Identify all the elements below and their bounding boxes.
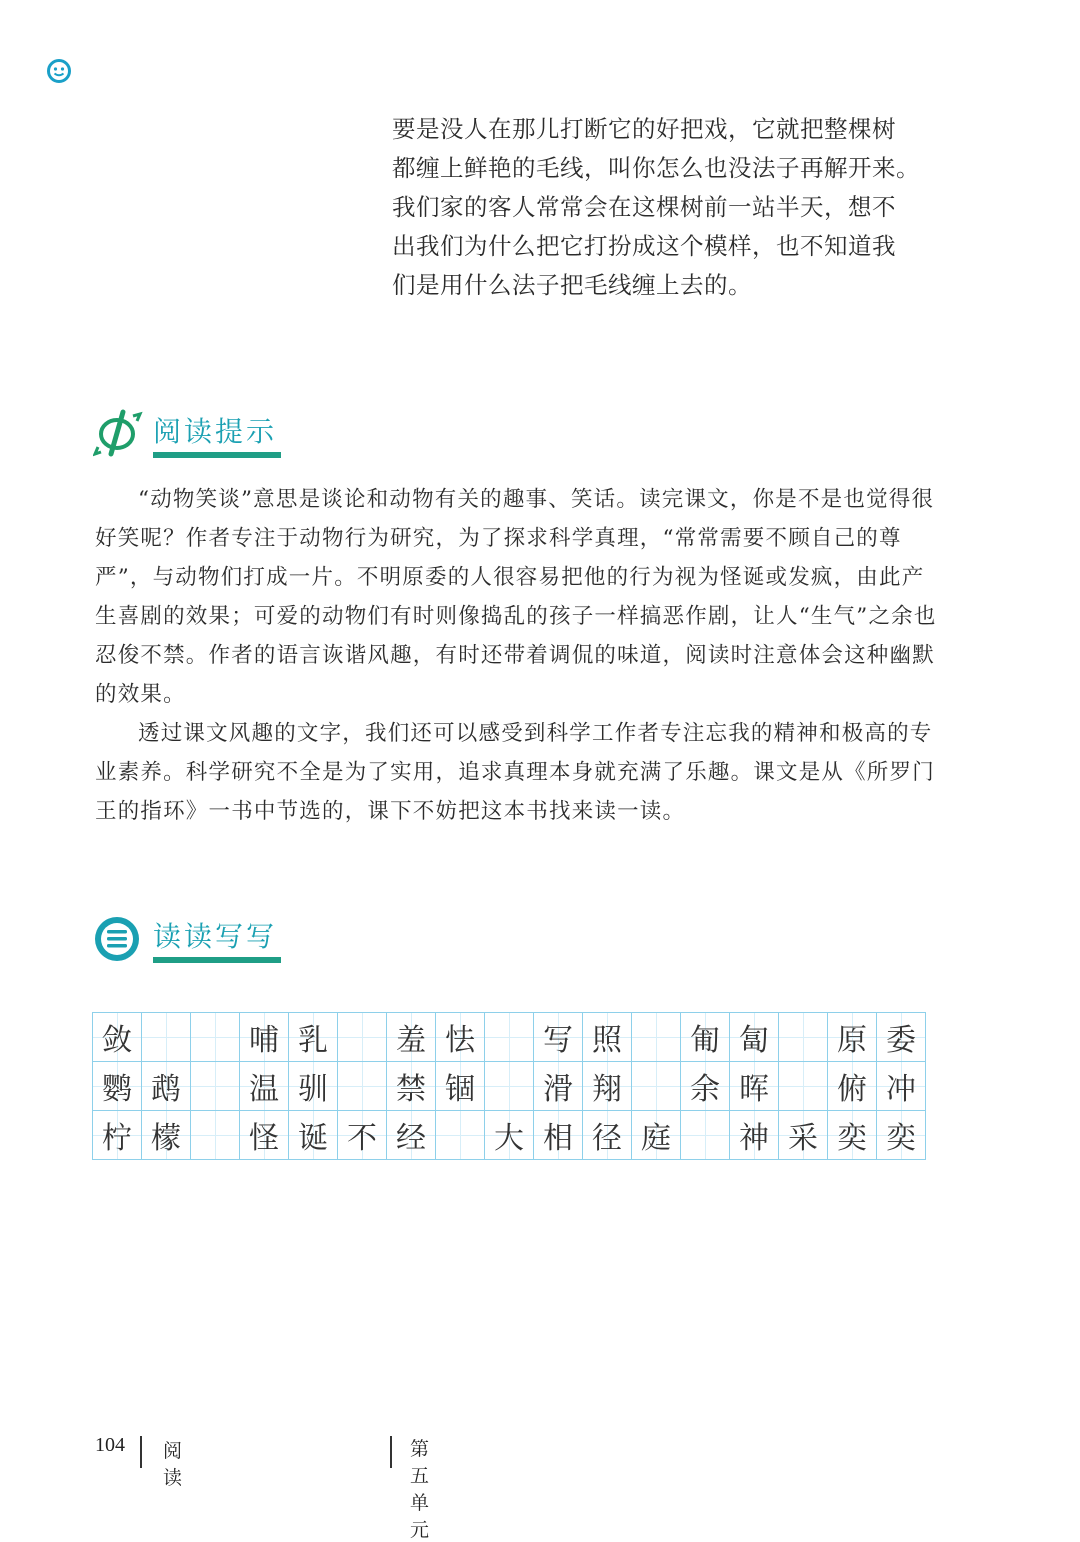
- story-line: 要是没人在那儿打断它的好把戏，它就把整棵树: [392, 115, 896, 143]
- footer-divider: [140, 1436, 142, 1468]
- grid-cell: [191, 1111, 240, 1160]
- list-icon: [93, 913, 143, 963]
- grid-cell: 诞: [289, 1111, 338, 1160]
- grid-cell: [191, 1013, 240, 1062]
- heading-underline: [153, 452, 281, 458]
- story-line: 出我们为什么把它打扮成这个模样，也不知道我: [392, 232, 896, 260]
- heading-underline: [153, 957, 281, 963]
- story-excerpt: [392, 110, 952, 305]
- tips-paragraph: 透过课文风趣的文字，我们还可以感受到科学工作者专注忘我的精神和极高的专业素养。科学研究不全是为了实用，追求真理本身就充满了乐趣。课文是从《所罗门王的指环》一书中节选的，课下不妨把这本书找来读一读。: [95, 721, 935, 824]
- grid-cell: [436, 1111, 485, 1160]
- grid-cell: [191, 1062, 240, 1111]
- grid-cell: 禁: [387, 1062, 436, 1111]
- grid-cell: 神: [730, 1111, 779, 1160]
- smiley-icon: [46, 58, 72, 84]
- grid-cell: 鹦: [93, 1062, 142, 1111]
- grid-cell: 檬: [142, 1111, 191, 1160]
- grid-cell: 匍: [681, 1013, 730, 1062]
- grid-cell: 滑: [534, 1062, 583, 1111]
- character-grid: [92, 1012, 926, 1160]
- grid-cell: 敛: [93, 1013, 142, 1062]
- tips-paragraph: “动物笑谈”意思是谈论和动物有关的趣事、笑话。读完课文，你是不是也觉得很好笑呢？作者专注于动物行为研究，为了探求科学真理，“常常需要不顾自己的尊严”，与动物们打成一片。不明原委的人很容易把他的行为视为怪诞或发疯，由此产生喜剧的效果；可爱的动物们有时则像捣乱的孩子一样搞恶作剧，让人“生气”之余也忍俊不禁。作者的语言诙谐风趣，有时还带着调侃的味道，阅读时注意体会这种幽默的效果。: [95, 487, 937, 707]
- grid-cell: 不: [338, 1111, 387, 1160]
- reading-tips-title: 阅读提示: [153, 415, 278, 448]
- grid-cell: 温: [240, 1062, 289, 1111]
- grid-cell: 晖: [730, 1062, 779, 1111]
- grid-cell: 羞: [387, 1013, 436, 1062]
- grid-cell: 乳: [289, 1013, 338, 1062]
- grid-cell: 翔: [583, 1062, 632, 1111]
- grid-cell: [779, 1013, 828, 1062]
- grid-cell: [142, 1013, 191, 1062]
- section-label: 阅读: [163, 1440, 191, 1489]
- grid-cell: [338, 1062, 387, 1111]
- grid-cell: [338, 1013, 387, 1062]
- grid-cell: [779, 1062, 828, 1111]
- grid-cell: 经: [387, 1111, 436, 1160]
- grid-cell: [681, 1111, 730, 1160]
- grid-cell: 采: [779, 1111, 828, 1160]
- grid-cell: 鹉: [142, 1062, 191, 1111]
- grid-cell: 径: [583, 1111, 632, 1160]
- grid-cell: 大: [485, 1111, 534, 1160]
- grid-cell: 哺: [240, 1013, 289, 1062]
- grid-cell: 照: [583, 1013, 632, 1062]
- grid-cell: 写: [534, 1013, 583, 1062]
- grid-cell: 奕: [877, 1111, 926, 1160]
- grid-cell: 怯: [436, 1013, 485, 1062]
- reading-tips-icon: [93, 408, 143, 458]
- grid-cell: 柠: [93, 1111, 142, 1160]
- footer-divider: [390, 1436, 392, 1468]
- grid-cell: 相: [534, 1111, 583, 1160]
- grid-cell: 奕: [828, 1111, 877, 1160]
- grid-cell: [632, 1013, 681, 1062]
- grid-cell: [485, 1013, 534, 1062]
- grid-row: [93, 1062, 926, 1111]
- page-number: 104: [95, 1434, 125, 1456]
- grid-row: [93, 1013, 926, 1062]
- grid-cell: 匐: [730, 1013, 779, 1062]
- reading-tips-body: [95, 480, 945, 831]
- grid-cell: 余: [681, 1062, 730, 1111]
- story-line: 们是用什么法子把毛线缠上去的。: [392, 271, 752, 299]
- grid-cell: 怪: [240, 1111, 289, 1160]
- unit-label: 第五单元: [410, 1438, 430, 1541]
- grid-cell: [632, 1062, 681, 1111]
- grid-row: [93, 1111, 926, 1160]
- grid-cell: 冲: [877, 1062, 926, 1111]
- story-line: 都缠上鲜艳的毛线，叫你怎么也没法子再解开来。: [392, 154, 920, 182]
- grid-cell: 原: [828, 1013, 877, 1062]
- grid-cell: 委: [877, 1013, 926, 1062]
- read-write-title: 读读写写: [153, 920, 278, 953]
- grid-cell: [485, 1062, 534, 1111]
- grid-cell: 驯: [289, 1062, 338, 1111]
- grid-cell: 庭: [632, 1111, 681, 1160]
- story-line: 我们家的客人常常会在这棵树前一站半天，想不: [392, 193, 896, 221]
- grid-cell: 锢: [436, 1062, 485, 1111]
- grid-cell: 俯: [828, 1062, 877, 1111]
